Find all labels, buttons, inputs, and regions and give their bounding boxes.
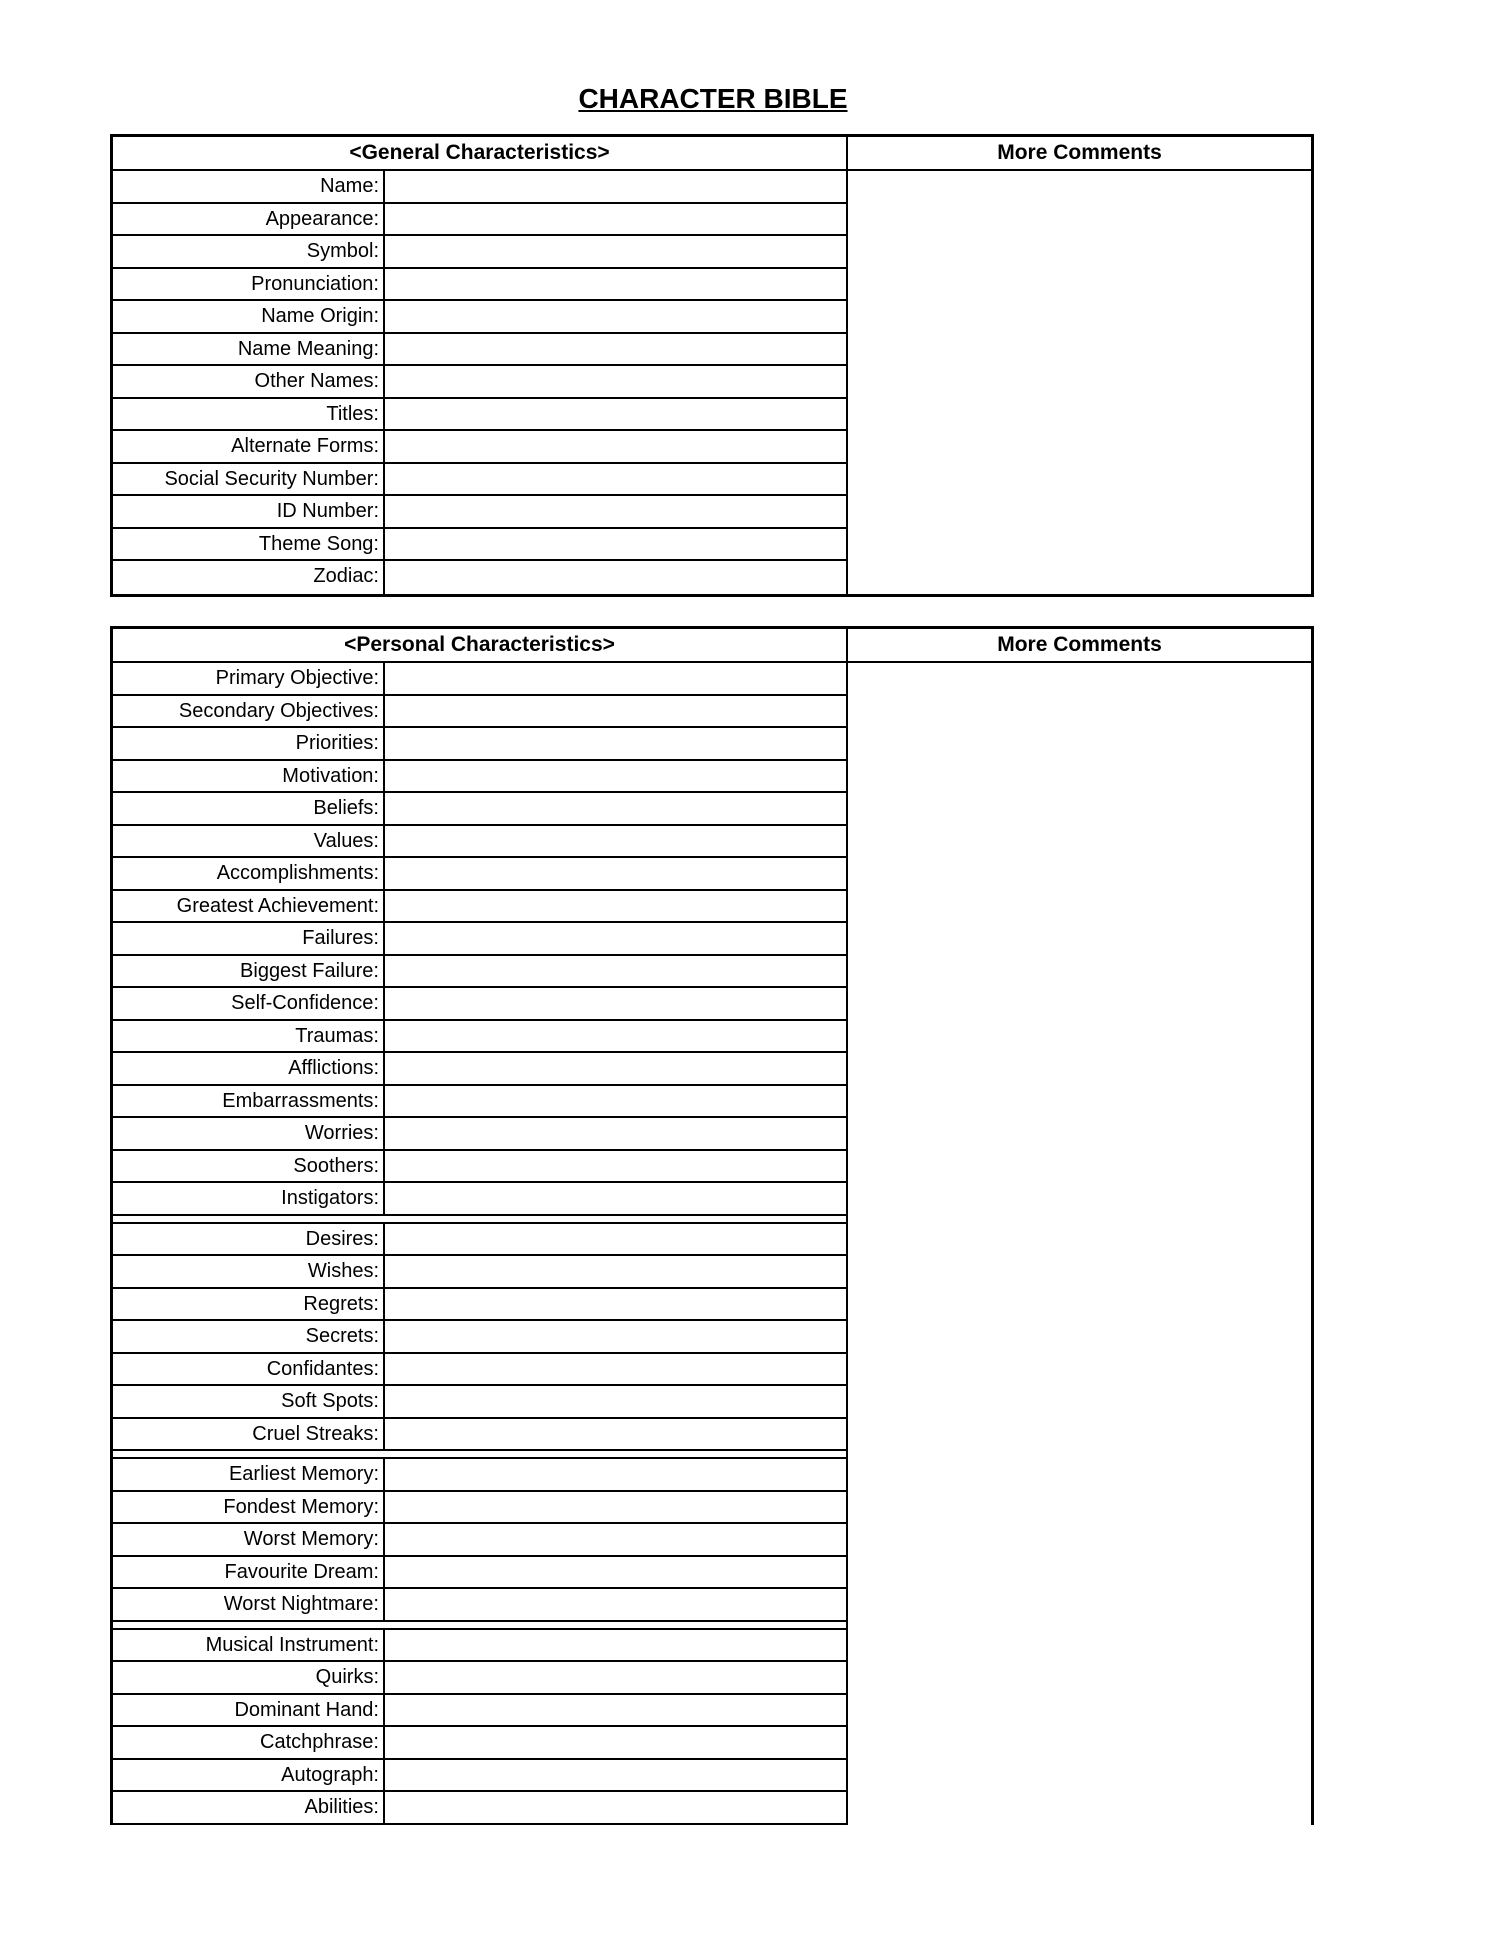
field-row bbox=[113, 858, 846, 891]
field-value[interactable] bbox=[385, 561, 846, 594]
field-value[interactable] bbox=[385, 399, 846, 430]
table-header bbox=[113, 629, 1311, 663]
field-row bbox=[113, 334, 846, 367]
field-value[interactable] bbox=[385, 236, 846, 267]
field-label: Quirks: bbox=[113, 1662, 385, 1693]
field-label: Priorities: bbox=[113, 728, 385, 759]
field-label: Dominant Hand: bbox=[113, 1695, 385, 1726]
general-characteristics-table bbox=[110, 134, 1314, 597]
field-row bbox=[113, 696, 846, 729]
field-label: Failures: bbox=[113, 923, 385, 954]
group-divider bbox=[113, 1451, 846, 1459]
field-label: Pronunciation: bbox=[113, 269, 385, 300]
field-value[interactable] bbox=[385, 1492, 846, 1523]
field-label: Worst Memory: bbox=[113, 1524, 385, 1555]
field-row bbox=[113, 1760, 846, 1793]
field-label: Appearance: bbox=[113, 204, 385, 235]
field-value[interactable] bbox=[385, 858, 846, 889]
field-label: ID Number: bbox=[113, 496, 385, 527]
field-label: Secrets: bbox=[113, 1321, 385, 1352]
field-value[interactable] bbox=[385, 1386, 846, 1417]
field-row bbox=[113, 269, 846, 302]
field-value[interactable] bbox=[385, 1151, 846, 1182]
field-row bbox=[113, 1021, 846, 1054]
field-row bbox=[113, 1557, 846, 1590]
field-row bbox=[113, 1459, 846, 1492]
field-row bbox=[113, 1151, 846, 1184]
field-label: Name: bbox=[113, 171, 385, 202]
field-value[interactable] bbox=[385, 1589, 846, 1620]
field-row bbox=[113, 171, 846, 204]
field-label: Instigators: bbox=[113, 1183, 385, 1214]
field-label: Other Names: bbox=[113, 366, 385, 397]
field-label: Greatest Achievement: bbox=[113, 891, 385, 922]
field-value[interactable] bbox=[385, 1630, 846, 1661]
field-label: Catchphrase: bbox=[113, 1727, 385, 1758]
field-value[interactable] bbox=[385, 1289, 846, 1320]
field-label: Primary Objective: bbox=[113, 663, 385, 694]
field-value[interactable] bbox=[385, 1459, 846, 1490]
field-row bbox=[113, 1086, 846, 1119]
field-row bbox=[113, 561, 846, 594]
field-row bbox=[113, 204, 846, 237]
field-label: Cruel Streaks: bbox=[113, 1419, 385, 1450]
field-row bbox=[113, 1630, 846, 1663]
field-label: Earliest Memory: bbox=[113, 1459, 385, 1490]
field-label: Zodiac: bbox=[113, 561, 385, 594]
field-label: Soft Spots: bbox=[113, 1386, 385, 1417]
field-value[interactable] bbox=[385, 728, 846, 759]
page-title: CHARACTER BIBLE bbox=[578, 83, 848, 114]
general-header: <General Characteristics> bbox=[113, 137, 848, 169]
field-label: Motivation: bbox=[113, 761, 385, 792]
field-label: Symbol: bbox=[113, 236, 385, 267]
field-label: Titles: bbox=[113, 399, 385, 430]
general-fields bbox=[113, 171, 848, 594]
field-label: Desires: bbox=[113, 1224, 385, 1255]
field-row bbox=[113, 1662, 846, 1695]
field-value[interactable] bbox=[385, 204, 846, 235]
field-value[interactable] bbox=[385, 1792, 846, 1823]
field-row bbox=[113, 1589, 846, 1622]
field-label: Worries: bbox=[113, 1118, 385, 1149]
field-label: Embarrassments: bbox=[113, 1086, 385, 1117]
field-row bbox=[113, 1224, 846, 1257]
field-row bbox=[113, 1492, 846, 1525]
field-value[interactable] bbox=[385, 1557, 846, 1588]
field-value[interactable] bbox=[385, 496, 846, 527]
general-comments-area[interactable] bbox=[848, 171, 1311, 594]
field-label: Confidantes: bbox=[113, 1354, 385, 1385]
field-value[interactable] bbox=[385, 334, 846, 365]
field-value[interactable] bbox=[385, 366, 846, 397]
field-row bbox=[113, 399, 846, 432]
field-row bbox=[113, 1386, 846, 1419]
field-value[interactable] bbox=[385, 1118, 846, 1149]
field-row bbox=[113, 988, 846, 1021]
field-row bbox=[113, 1289, 846, 1322]
field-row bbox=[113, 431, 846, 464]
field-label: Self-Confidence: bbox=[113, 988, 385, 1019]
field-row bbox=[113, 1053, 846, 1086]
field-row bbox=[113, 1256, 846, 1289]
field-label: Fondest Memory: bbox=[113, 1492, 385, 1523]
field-label: Secondary Objectives: bbox=[113, 696, 385, 727]
personal-comments-header: More Comments bbox=[997, 633, 1162, 656]
field-row bbox=[113, 891, 846, 924]
field-label: Autograph: bbox=[113, 1760, 385, 1791]
field-label: Name Meaning: bbox=[113, 334, 385, 365]
field-value[interactable] bbox=[385, 269, 846, 300]
field-value[interactable] bbox=[385, 1256, 846, 1287]
field-value[interactable] bbox=[385, 891, 846, 922]
field-row bbox=[113, 464, 846, 497]
personal-comments-area[interactable] bbox=[848, 663, 1314, 1825]
field-value[interactable] bbox=[385, 1760, 846, 1791]
field-row bbox=[113, 236, 846, 269]
field-value[interactable] bbox=[385, 1524, 846, 1555]
field-label: Alternate Forms: bbox=[113, 431, 385, 462]
field-value[interactable] bbox=[385, 1224, 846, 1255]
field-label: Wishes: bbox=[113, 1256, 385, 1287]
field-value[interactable] bbox=[385, 696, 846, 727]
field-label: Abilities: bbox=[113, 1792, 385, 1823]
field-value[interactable] bbox=[385, 761, 846, 792]
field-row bbox=[113, 529, 846, 562]
field-value[interactable] bbox=[385, 793, 846, 824]
field-label: Traumas: bbox=[113, 1021, 385, 1052]
field-label: Biggest Failure: bbox=[113, 956, 385, 987]
field-row bbox=[113, 301, 846, 334]
group-divider bbox=[113, 1216, 846, 1224]
field-row bbox=[113, 496, 846, 529]
field-row bbox=[113, 728, 846, 761]
field-row bbox=[113, 1321, 846, 1354]
field-label: Musical Instrument: bbox=[113, 1630, 385, 1661]
field-value[interactable] bbox=[385, 1053, 846, 1084]
field-row bbox=[113, 663, 846, 696]
field-label: Accomplishments: bbox=[113, 858, 385, 889]
field-label: Beliefs: bbox=[113, 793, 385, 824]
field-value[interactable] bbox=[385, 301, 846, 332]
personal-header: <Personal Characteristics> bbox=[113, 629, 848, 661]
field-value[interactable] bbox=[385, 464, 846, 495]
field-row bbox=[113, 1419, 846, 1452]
field-label: Afflictions: bbox=[113, 1053, 385, 1084]
field-row bbox=[113, 956, 846, 989]
field-value[interactable] bbox=[385, 1321, 846, 1352]
field-row bbox=[113, 1695, 846, 1728]
field-value[interactable] bbox=[385, 826, 846, 857]
field-value[interactable] bbox=[385, 1419, 846, 1450]
field-value[interactable] bbox=[385, 529, 846, 560]
field-label: Values: bbox=[113, 826, 385, 857]
personal-fields bbox=[113, 663, 848, 1825]
field-value[interactable] bbox=[385, 1086, 846, 1117]
personal-characteristics-table bbox=[110, 626, 1314, 1825]
field-row bbox=[113, 1183, 846, 1216]
field-value[interactable] bbox=[385, 956, 846, 987]
field-row bbox=[113, 793, 846, 826]
field-value[interactable] bbox=[385, 1662, 846, 1693]
field-value[interactable] bbox=[385, 1695, 846, 1726]
field-value[interactable] bbox=[385, 1727, 846, 1758]
field-row bbox=[113, 923, 846, 956]
field-row bbox=[113, 1118, 846, 1151]
field-row bbox=[113, 1354, 846, 1387]
field-row bbox=[113, 1727, 846, 1760]
field-label: Regrets: bbox=[113, 1289, 385, 1320]
field-value[interactable] bbox=[385, 923, 846, 954]
field-label: Social Security Number: bbox=[113, 464, 385, 495]
field-label: Favourite Dream: bbox=[113, 1557, 385, 1588]
table-header bbox=[113, 137, 1311, 171]
group-divider bbox=[113, 1622, 846, 1630]
field-label: Theme Song: bbox=[113, 529, 385, 560]
field-value[interactable] bbox=[385, 171, 846, 202]
field-value[interactable] bbox=[385, 663, 846, 694]
field-label: Worst Nightmare: bbox=[113, 1589, 385, 1620]
general-comments-header: More Comments bbox=[997, 141, 1162, 164]
field-row bbox=[113, 761, 846, 794]
field-row bbox=[113, 1792, 846, 1825]
field-value[interactable] bbox=[385, 431, 846, 462]
field-row bbox=[113, 1524, 846, 1557]
field-value[interactable] bbox=[385, 1183, 846, 1214]
field-value[interactable] bbox=[385, 1354, 846, 1385]
field-label: Name Origin: bbox=[113, 301, 385, 332]
field-value[interactable] bbox=[385, 988, 846, 1019]
field-value[interactable] bbox=[385, 1021, 846, 1052]
field-label: Soothers: bbox=[113, 1151, 385, 1182]
field-row bbox=[113, 366, 846, 399]
field-row bbox=[113, 826, 846, 859]
